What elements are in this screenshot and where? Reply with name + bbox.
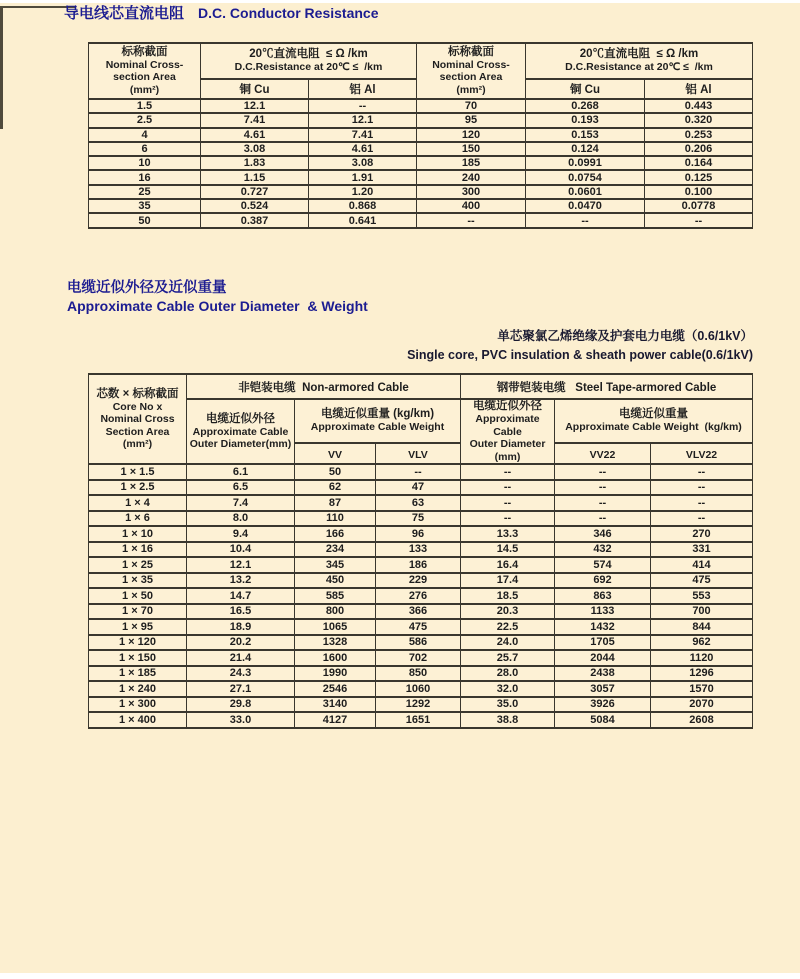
table-cell: 270 — [651, 526, 753, 542]
table-cell: 10.4 — [187, 542, 295, 558]
t1-header-resistance-right: 20℃直流电阻 ≤ Ω /km D.C.Resistance at 20℃ ≤ /km — [526, 43, 753, 79]
table-cell: -- — [461, 480, 555, 496]
table-cell: 1432 — [555, 619, 651, 635]
table-cell: 0.100 — [645, 185, 753, 199]
table-row — [89, 156, 753, 170]
table-cell: 574 — [555, 557, 651, 573]
table-cell: 0.253 — [645, 128, 753, 142]
table-cell: 1065 — [295, 619, 376, 635]
table-cell: 47 — [376, 480, 461, 496]
table-cell: 25 — [89, 185, 201, 199]
table-cell: 1.20 — [309, 185, 417, 199]
table-cell: 2608 — [651, 712, 753, 728]
table-cell: 14.5 — [461, 542, 555, 558]
table-cell: 2044 — [555, 650, 651, 666]
table-cell: 0.524 — [201, 199, 309, 213]
t2-header-weight-non-armored: 电缆近似重量 (kg/km) Approximate Cable Weight — [295, 399, 461, 443]
t2-header-vlv: VLV — [376, 443, 461, 464]
table-cell: 240 — [417, 170, 526, 184]
table-row — [89, 128, 753, 142]
table-cell: 1.5 — [89, 99, 201, 113]
table-cell: 3140 — [295, 697, 376, 713]
page-bottom-edge — [0, 973, 800, 979]
table-cell: 13.2 — [187, 573, 295, 589]
table-cell: 1600 — [295, 650, 376, 666]
table-row — [89, 213, 753, 227]
table-cell: 276 — [376, 588, 461, 604]
table-cell: -- — [526, 213, 645, 227]
table-cell: 229 — [376, 573, 461, 589]
table-cell: 1 × 4 — [89, 495, 187, 511]
table-row — [89, 650, 753, 666]
table-cell: 346 — [555, 526, 651, 542]
section2-title-en: Approximate Cable Outer Diameter & Weight — [67, 298, 368, 314]
dc-resistance-table — [88, 42, 753, 229]
table-cell: 6.1 — [187, 464, 295, 480]
table-row — [89, 604, 753, 620]
table-cell: 0.206 — [645, 142, 753, 156]
table-cell: 702 — [376, 650, 461, 666]
table-cell: 1705 — [555, 635, 651, 651]
table-cell: 33.0 — [187, 712, 295, 728]
t2-group-armored: 钢带铠装电缆 Steel Tape-armored Cable — [461, 374, 753, 399]
table-cell: 50 — [89, 213, 201, 227]
table-cell: 0.124 — [526, 142, 645, 156]
table-cell: 9.4 — [187, 526, 295, 542]
cable-diameter-weight-table — [88, 373, 753, 729]
table-cell: 553 — [651, 588, 753, 604]
table-cell: 12.1 — [187, 557, 295, 573]
table-cell: -- — [651, 495, 753, 511]
table-cell: -- — [309, 99, 417, 113]
table-cell: 1990 — [295, 666, 376, 682]
table-cell: 962 — [651, 635, 753, 651]
table-cell: -- — [461, 511, 555, 527]
t2-header-vv: VV — [295, 443, 376, 464]
table-cell: 0.0601 — [526, 185, 645, 199]
table-cell: 18.9 — [187, 619, 295, 635]
table-cell: -- — [555, 464, 651, 480]
table-cell: 35 — [89, 199, 201, 213]
table-cell: 844 — [651, 619, 753, 635]
page-top-edge — [0, 0, 800, 3]
t2-header-core: 芯数 × 标称截面 Core No x Nominal Cross Section Area (mm²) — [89, 374, 187, 464]
table-cell: 4127 — [295, 712, 376, 728]
table-row — [89, 495, 753, 511]
table-cell: 50 — [295, 464, 376, 480]
table-cell: 1 × 10 — [89, 526, 187, 542]
table-cell: 16 — [89, 170, 201, 184]
table-cell: 150 — [417, 142, 526, 156]
table-cell: 400 — [417, 199, 526, 213]
table-cell: 1328 — [295, 635, 376, 651]
table-cell: 186 — [376, 557, 461, 573]
table-cell: 25.7 — [461, 650, 555, 666]
table-row — [89, 185, 753, 199]
table-cell: 475 — [651, 573, 753, 589]
t2-header-od-armored: 电缆近似外径 Approximate Cable Outer Diameter (mm) — [461, 399, 555, 464]
table-cell: 2070 — [651, 697, 753, 713]
table-cell: 0.164 — [645, 156, 753, 170]
t2-header-vlv22: VLV22 — [651, 443, 753, 464]
table-cell: 586 — [376, 635, 461, 651]
table-cell: 1.15 — [201, 170, 309, 184]
table-cell: 3.08 — [201, 142, 309, 156]
table-cell: 0.0754 — [526, 170, 645, 184]
table-cell: 1 × 6 — [89, 511, 187, 527]
table-row — [89, 588, 753, 604]
table-cell: 7.41 — [309, 128, 417, 142]
table-cell: 475 — [376, 619, 461, 635]
table-row — [89, 681, 753, 697]
table-cell: -- — [651, 511, 753, 527]
table-cell: 1292 — [376, 697, 461, 713]
table-cell: 331 — [651, 542, 753, 558]
t1-header-resistance-left: 20℃直流电阻 ≤ Ω /km D.C.Resistance at 20℃ ≤ /km — [201, 43, 417, 79]
table-cell: 0.868 — [309, 199, 417, 213]
table-cell: 0.0991 — [526, 156, 645, 170]
table-cell: 1133 — [555, 604, 651, 620]
table-cell: 1296 — [651, 666, 753, 682]
table-cell: 24.3 — [187, 666, 295, 682]
t1-header-area-left: 标称截面 Nominal Cross- section Area (mm²) — [89, 43, 201, 99]
t1-header-al-right: 铝 Al — [645, 79, 753, 99]
table-cell: 62 — [295, 480, 376, 496]
table-cell: 13.3 — [461, 526, 555, 542]
table-cell: 4.61 — [201, 128, 309, 142]
table-cell: 14.7 — [187, 588, 295, 604]
table-cell: 166 — [295, 526, 376, 542]
table-row — [89, 142, 753, 156]
table-cell: -- — [555, 495, 651, 511]
table-cell: 70 — [417, 99, 526, 113]
table-cell: 10 — [89, 156, 201, 170]
table-cell: 0.268 — [526, 99, 645, 113]
table-cell: 3057 — [555, 681, 651, 697]
table-cell: 432 — [555, 542, 651, 558]
t1-header-area-right: 标称截面 Nominal Cross- section Area (mm²) — [417, 43, 526, 99]
table-cell: 2438 — [555, 666, 651, 682]
table-cell: 24.0 — [461, 635, 555, 651]
table-cell: 22.5 — [461, 619, 555, 635]
table-cell: 185 — [417, 156, 526, 170]
section1-title — [64, 4, 379, 23]
table-row — [89, 542, 753, 558]
table-cell: 585 — [295, 588, 376, 604]
table-cell: 0.320 — [645, 113, 753, 127]
table-cell: 1651 — [376, 712, 461, 728]
table-row — [89, 666, 753, 682]
table-cell: 18.5 — [461, 588, 555, 604]
table-cell: 0.727 — [201, 185, 309, 199]
table-cell: -- — [461, 464, 555, 480]
table-cell: 1 × 185 — [89, 666, 187, 682]
table-cell: 234 — [295, 542, 376, 558]
table-cell: 0.0470 — [526, 199, 645, 213]
table-cell: 35.0 — [461, 697, 555, 713]
table-cell: 1.91 — [309, 170, 417, 184]
table-cell: 20.3 — [461, 604, 555, 620]
table-cell: -- — [645, 213, 753, 227]
table-cell: 28.0 — [461, 666, 555, 682]
table-cell: 0.0778 — [645, 199, 753, 213]
table-row — [89, 113, 753, 127]
t2-group-non-armored: 非铠装电缆 Non-armored Cable — [187, 374, 461, 399]
table-cell: 300 — [417, 185, 526, 199]
section1-title-zh: 导电线芯直流电阻 — [64, 5, 185, 22]
table-cell: 0.443 — [645, 99, 753, 113]
t1-header-al-left: 铝 Al — [309, 79, 417, 99]
table-row — [89, 526, 753, 542]
t2-header-vv22: VV22 — [555, 443, 651, 464]
table-cell: 16.5 — [187, 604, 295, 620]
t2-body — [89, 464, 753, 728]
table-cell: 800 — [295, 604, 376, 620]
table-cell: 1 × 16 — [89, 542, 187, 558]
table-cell: 692 — [555, 573, 651, 589]
t1-header-cu-right: 铜 Cu — [526, 79, 645, 99]
table-row — [89, 635, 753, 651]
scan-artifact-vertical — [0, 7, 3, 129]
table-cell: 3926 — [555, 697, 651, 713]
table-row — [89, 557, 753, 573]
table-cell: 4.61 — [309, 142, 417, 156]
t1-body — [89, 99, 753, 228]
table-cell: 21.4 — [187, 650, 295, 666]
table-cell: 1.83 — [201, 156, 309, 170]
table-cell: 1 × 70 — [89, 604, 187, 620]
table-cell: 16.4 — [461, 557, 555, 573]
table-cell: 366 — [376, 604, 461, 620]
table-cell: 8.0 — [187, 511, 295, 527]
table-cell: 87 — [295, 495, 376, 511]
table-cell: 120 — [417, 128, 526, 142]
section1-title-en: D.C. Conductor Resistance — [198, 5, 379, 21]
table-cell: 863 — [555, 588, 651, 604]
table-cell: 1 × 150 — [89, 650, 187, 666]
t2-header-weight-armored: 电缆近似重量 Approximate Cable Weight (kg/km) — [555, 399, 753, 443]
table-cell: -- — [555, 480, 651, 496]
table-cell: 1 × 300 — [89, 697, 187, 713]
table-cell: 110 — [295, 511, 376, 527]
table-cell: 12.1 — [201, 99, 309, 113]
section2-title-zh: 电缆近似外径及近似重量 — [67, 280, 227, 296]
t1-header-cu-left: 铜 Cu — [201, 79, 309, 99]
table-cell: 38.8 — [461, 712, 555, 728]
table-cell: 6.5 — [187, 480, 295, 496]
table-cell: 1 × 120 — [89, 635, 187, 651]
table-cell: 0.193 — [526, 113, 645, 127]
table-cell: 0.125 — [645, 170, 753, 184]
table-cell: 1120 — [651, 650, 753, 666]
table-row — [89, 573, 753, 589]
table-cell: 20.2 — [187, 635, 295, 651]
table-row — [89, 712, 753, 728]
table-row — [89, 464, 753, 480]
table-cell: 1 × 1.5 — [89, 464, 187, 480]
table-cell: 700 — [651, 604, 753, 620]
table-cell: 1 × 50 — [89, 588, 187, 604]
table-cell: 1 × 25 — [89, 557, 187, 573]
t2-header-od-non-armored: 电缆近似外径 Approximate Cable Outer Diameter(mm) — [187, 399, 295, 464]
table-cell: 414 — [651, 557, 753, 573]
table-cell: 27.1 — [187, 681, 295, 697]
table-row — [89, 480, 753, 496]
table-cell: 6 — [89, 142, 201, 156]
table-cell: 1 × 95 — [89, 619, 187, 635]
table-cell: 2.5 — [89, 113, 201, 127]
table-cell: 450 — [295, 573, 376, 589]
table-cell: 96 — [376, 526, 461, 542]
table-cell: 850 — [376, 666, 461, 682]
table-cell: -- — [651, 480, 753, 496]
table-cell: 345 — [295, 557, 376, 573]
table-cell: 1 × 240 — [89, 681, 187, 697]
table-cell: -- — [555, 511, 651, 527]
table-cell: 1 × 35 — [89, 573, 187, 589]
table-cell: -- — [376, 464, 461, 480]
table-cell: -- — [461, 495, 555, 511]
table-cell: 63 — [376, 495, 461, 511]
table-cell: 75 — [376, 511, 461, 527]
table-cell: 4 — [89, 128, 201, 142]
table-cell: 29.8 — [187, 697, 295, 713]
table-cell: 0.153 — [526, 128, 645, 142]
table-cell: 2546 — [295, 681, 376, 697]
section2-subtitle — [407, 328, 753, 363]
table-row — [89, 199, 753, 213]
table-cell: 0.641 — [309, 213, 417, 227]
table-cell: 95 — [417, 113, 526, 127]
table-cell: 1570 — [651, 681, 753, 697]
table-cell: -- — [651, 464, 753, 480]
table-row — [89, 99, 753, 113]
table-cell: 1 × 400 — [89, 712, 187, 728]
table-cell: 5084 — [555, 712, 651, 728]
table-row — [89, 170, 753, 184]
table-cell: 17.4 — [461, 573, 555, 589]
table-cell: 32.0 — [461, 681, 555, 697]
table-cell: 7.41 — [201, 113, 309, 127]
table-cell: -- — [417, 213, 526, 227]
table-row — [89, 697, 753, 713]
table-row — [89, 511, 753, 527]
table-cell: 3.08 — [309, 156, 417, 170]
table-cell: 133 — [376, 542, 461, 558]
table-row — [89, 619, 753, 635]
table-cell: 7.4 — [187, 495, 295, 511]
section2-subtitle-zh: 单芯聚氯乙烯绝缘及护套电力电缆（0.6/1kV） — [497, 329, 753, 343]
table-cell: 12.1 — [309, 113, 417, 127]
table-cell: 1 × 2.5 — [89, 480, 187, 496]
section2-subtitle-en: Single core, PVC insulation & sheath power cable(0.6/1kV) — [407, 348, 753, 362]
table-cell: 0.387 — [201, 213, 309, 227]
table-cell: 1060 — [376, 681, 461, 697]
